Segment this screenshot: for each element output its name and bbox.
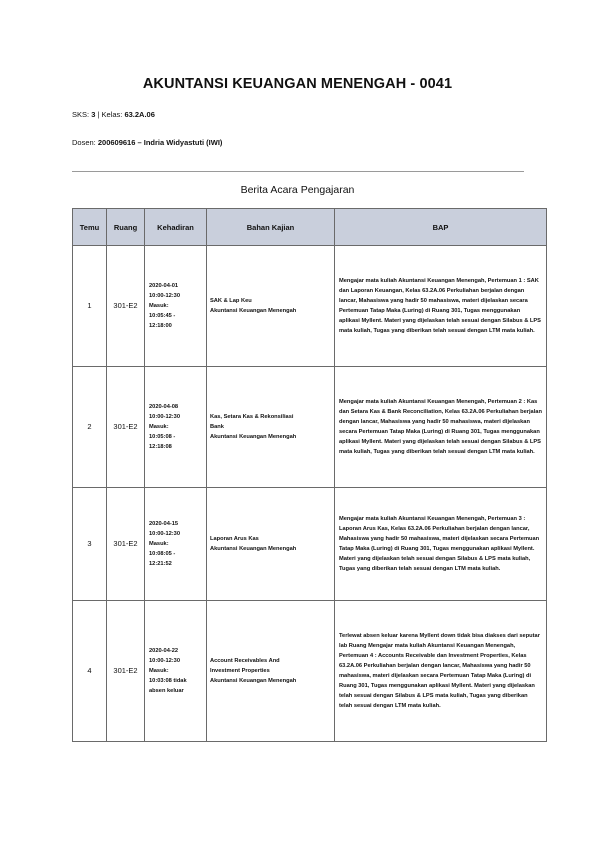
page-title: AKUNTANSI KEUANGAN MENENGAH - 0041 — [142, 76, 453, 92]
cell-ruang: 301-E2 — [107, 601, 145, 742]
cell-bap: Mengajar mata kuliah Akuntansi Keuangan Menengah, Pertemuan 3 : Laporan Arus Kas, Kelas 63.2A.06 Perkuliahan berjalan dengan lancar, Mahasiswa yang hadir 50 mahasiswa, materi dijelaskan secara Pertemuan Tatap Maka (Luring) di Ruang 301, Tugas menggunakan aplikasi Myllent. Materi yang dijelaskan telah sesuai dengan Silabus & LPS mata kuliah, Tugas yang diberikan telah sesuai dengan LTM mata kuliah. — [335, 488, 547, 601]
table-row — [73, 246, 547, 367]
kehadiran-date: 2020-04-01 — [149, 283, 179, 289]
kelas-value: 63.2A.06 — [124, 110, 155, 119]
dosen-value: 200609616 – Indria Widyastuti (IWI) — [97, 138, 223, 147]
kehadiran-time: 10:00-12:30 — [149, 531, 180, 537]
table-row — [73, 601, 547, 742]
kehadiran-masuk-label: Masuk: — [149, 303, 169, 309]
cell-bahan-kajian — [207, 601, 335, 742]
cell-bahan-kajian — [207, 246, 335, 367]
kelas-label: | Kelas: — [97, 110, 123, 119]
header-bahan-kajian: Bahan Kajian — [207, 209, 335, 246]
cell-temu: 2 — [73, 367, 107, 488]
kehadiran-masuk: 10:05:45 - — [149, 313, 176, 319]
bahan-line: Investment Properties — [210, 668, 270, 674]
kehadiran-keluar: 12:21:52 — [149, 561, 172, 567]
bahan-line: Akuntansi Keuangan Menengah — [210, 546, 297, 552]
bahan-line: Akuntansi Keuangan Menengah — [210, 434, 297, 440]
kehadiran-keluar: 12:18:00 — [149, 323, 172, 329]
kehadiran-time: 10:00-12:30 — [149, 658, 180, 664]
cell-kehadiran — [145, 488, 207, 601]
section-title: Berita Acara Pengajaran — [240, 184, 355, 196]
kehadiran-keluar: 12:18:08 — [149, 444, 172, 450]
cell-bap: Mengajar mata kuliah Akuntansi Keuangan Menengah, Pertemuan 2 : Kas dan Setara Kas & Bank Reconciliation, Kelas 63.2A.06 Perkuliahan berjalan dengan lancar, Mahasiswa yang hadir 50 mahasiswa, materi dijelaskan secara Pertemuan Tatap Maka (Luring) di Ruang 301, Tugas menggunakan aplikasi Myllent. Materi yang dijelaskan telah sesuai dengan Silabus & LPS mata kuliah, Tugas yang diberikan telah sesuai dengan LTM mata kuliah. — [335, 367, 547, 488]
bahan-line: Laporan Arus Kas — [210, 536, 259, 542]
kehadiran-time: 10:00-12:30 — [149, 293, 180, 299]
kehadiran-masuk: 10:03:08 tidak — [149, 678, 187, 684]
kehadiran-masuk: 10:08:05 - — [149, 551, 176, 557]
table-header-row — [73, 209, 547, 246]
kehadiran-masuk-label: Masuk: — [149, 424, 169, 430]
dosen-label: Dosen: — [72, 138, 96, 147]
header-bap: BAP — [335, 209, 547, 246]
cell-temu: 4 — [73, 601, 107, 742]
kehadiran-date: 2020-04-22 — [149, 648, 179, 654]
cell-kehadiran — [145, 246, 207, 367]
lecturer-meta — [72, 138, 222, 147]
course-meta — [72, 110, 155, 119]
bap-table — [72, 208, 547, 742]
header-temu: Temu — [73, 209, 107, 246]
bahan-line: Akuntansi Keuangan Menengah — [210, 678, 297, 684]
cell-bap: Mengajar mata kuliah Akuntansi Keuangan Menengah, Pertemuan 1 : SAK dan Laporan Keuangan, Kelas 63.2A.06 Perkuliahan berjalan dengan lancar, Mahasiswa yang hadir 50 mahasiswa, materi dijelaskan secara Pertemuan Tatap Maka (Luring) di Ruang 301, Tugas menggunakan aplikasi Myllent. Materi yang dijelaskan telah sesuai dengan Silabus & LPS mata kuliah, Tugas yang diberikan telah sesuai dengan LTM mata kuliah. — [335, 246, 547, 367]
divider — [72, 171, 524, 172]
bahan-line: Bank — [210, 424, 224, 430]
cell-bahan-kajian — [207, 367, 335, 488]
cell-temu: 3 — [73, 488, 107, 601]
bahan-line: Kas, Setara Kas & Rekonsiliasi — [210, 414, 294, 420]
cell-temu: 1 — [73, 246, 107, 367]
cell-ruang: 301-E2 — [107, 246, 145, 367]
kehadiran-keluar: absen keluar — [149, 688, 184, 694]
cell-ruang: 301-E2 — [107, 488, 145, 601]
kehadiran-masuk-label: Masuk: — [149, 541, 169, 547]
bahan-line: SAK & Lap Keu — [210, 298, 252, 304]
cell-kehadiran — [145, 367, 207, 488]
bahan-line: Akuntansi Keuangan Menengah — [210, 308, 297, 314]
table-row — [73, 488, 547, 601]
header-kehadiran: Kehadiran — [145, 209, 207, 246]
kehadiran-masuk: 10:05:08 - — [149, 434, 176, 440]
cell-kehadiran — [145, 601, 207, 742]
cell-bahan-kajian — [207, 488, 335, 601]
cell-bap: Terlewat absen keluar karena Myllent down tidak bisa diakses dari seputar lab Ruang Mengajar mata kuliah Akuntansi Keuangan Menengah, Pertemuan 4 : Accounts Receivable dan Investment Properties, Kelas 63.2A.06 Perkuliahan berjalan dengan lancar, Mahasiswa yang hadir 50 mahasiswa, materi dijelaskan secara Pertemuan Tatap Maka (Luring) di Ruang 301, Tugas menggunakan aplikasi Myllent. Materi yang dijelaskan telah sesuai dengan Silabus & LPS mata kuliah, Tugas yang diberikan telah sesuai dengan LTM mata kuliah. — [335, 601, 547, 742]
kehadiran-date: 2020-04-15 — [149, 521, 179, 527]
bahan-line: Account Receivables And — [210, 658, 280, 664]
sks-label: SKS: — [72, 110, 90, 119]
cell-ruang: 301-E2 — [107, 367, 145, 488]
header-ruang: Ruang — [107, 209, 145, 246]
kehadiran-date: 2020-04-08 — [149, 404, 179, 410]
table-row — [73, 367, 547, 488]
kehadiran-masuk-label: Masuk: — [149, 668, 169, 674]
kehadiran-time: 10:00-12:30 — [149, 414, 180, 420]
sks-value: 3 — [91, 110, 96, 119]
